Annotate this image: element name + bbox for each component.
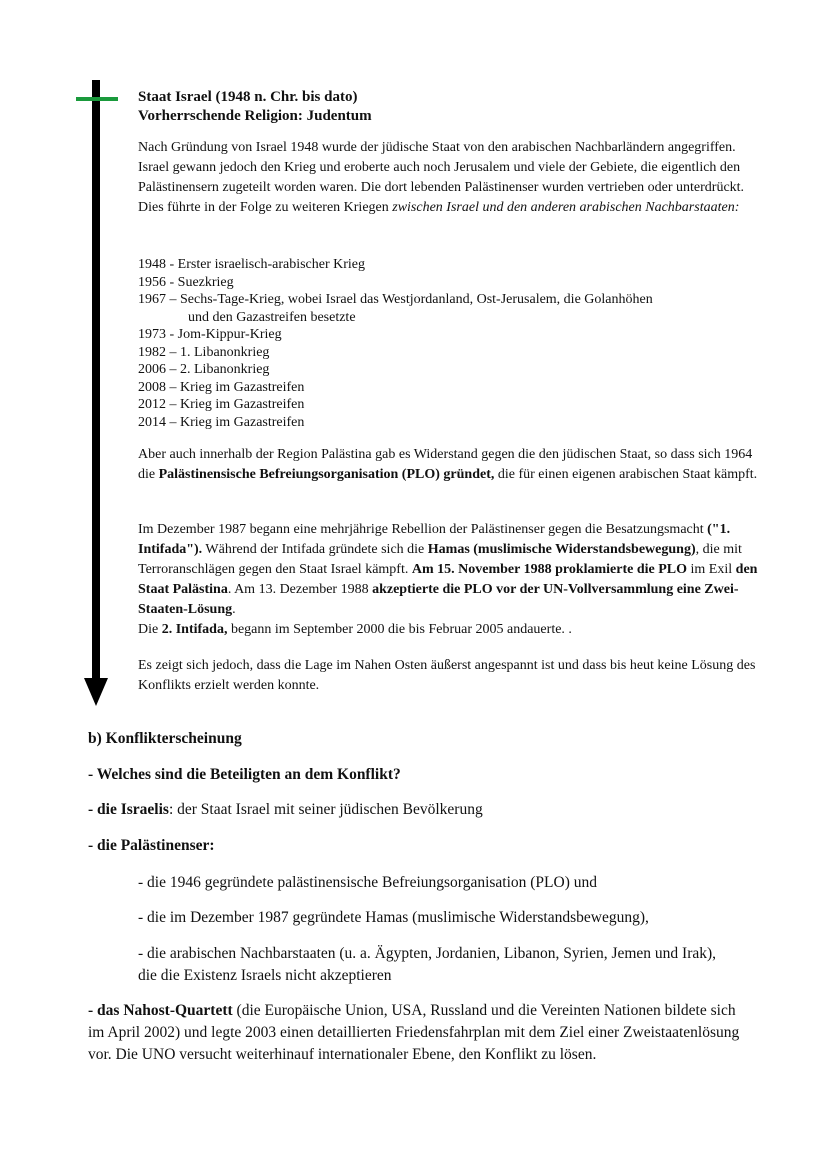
quartett-label: - das Nahost-Quartett (88, 1002, 233, 1019)
timeline-marker (76, 97, 118, 101)
israelis-label: - die Israelis (88, 801, 169, 818)
text-run-bold: den Staat Palästina (138, 562, 758, 597)
conclusion-text: Es zeigt sich jedoch, dass die Lage im Nahen Osten äußerst angespannt ist und dass bis heut keine Lösung des Konflikts erzielt werden konnte. (138, 658, 756, 693)
israelis-text: : der Staat Israel mit seiner jüdischen Bevölkerung (168, 801, 483, 818)
intro-text: Nach Gründung von Israel 1948 wurde der jüdische Staat von den arabischen Nachbarländern angegriffen. Israel gewann jedoch den Krieg und eroberte auch noch Jerusalem und viele der Gebiete, die eigentlich den Palästinensern zugeteilt worden waren. Die dort lebenden Palästinenser wurden vertrieben oder unterdrückt. Dies führte in der Folge zu weiteren Kriegen (138, 140, 745, 215)
text-run: begann im September 2000 die bis Februar 2005 andauerte. . (227, 622, 572, 637)
list-item: 1967 – Sechs-Tage-Krieg, wobei Israel das Westjordanland, Ost-Jerusalem, die Golanhöhen (138, 292, 653, 307)
timeline-line (92, 80, 100, 680)
text-run: Die (138, 622, 162, 637)
quartett-text: (die Europäische Union, USA, Russland und die Vereinten Nationen bildete sich im April 2002) und legte 2003 einen detaillierten Friedensfahrplan mit dem Ziel einer Zweistaatenlösung vor. Die UNO versucht weiterhinauf internationaler Ebene, den Konflikt zu lösen. (88, 1002, 740, 1063)
text-run: Aber auch innerhalb der Region Palästina gab es Widerstand gegen die den jüdischen Staat, so dass sich 1964 die (138, 447, 753, 482)
list-item: 1982 – 1. Libanonkrieg (138, 344, 270, 360)
list-item: 2014 – Krieg im Gazastreifen (138, 414, 305, 430)
text-run-bold: Palästinensische Befreiungsorganisation (PLO) gründet, (158, 467, 495, 482)
list-item-text: - die arabischen Nachbarstaaten (u. a. Ägypten, Jordanien, Libanon, Syrien, Jemen und Irak), die die Existenz Israels nicht akzeptieren (138, 945, 717, 984)
text-run: im Exil (687, 562, 736, 577)
list-item: und den Gazastreifen besetzte (188, 309, 356, 325)
participants-question (88, 764, 748, 786)
intro-italic: zwischen Israel und den anderen arabischen Nachbarstaaten: (392, 200, 740, 215)
religion-line: Vorherrschende Religion: Judentum (138, 108, 372, 124)
intifada-paragraph (138, 520, 758, 640)
list-item (138, 872, 738, 894)
timeline-arrowhead (84, 678, 108, 706)
conclusion-paragraph (138, 656, 758, 696)
text-run: Während der Intifada gründete sich die (202, 542, 428, 557)
text-run-bold: 2. Intifada, (161, 622, 228, 637)
quartett-paragraph (88, 1000, 748, 1066)
section-title: Staat Israel (1948 n. Chr. bis dato) (138, 89, 358, 105)
list-item-text: - die 1946 gegründete palästinensische Befreiungsorganisation (PLO) und (138, 874, 598, 891)
list-item: 1973 - Jom-Kippur-Krieg (138, 327, 282, 342)
heading-text: b) Konflikterscheinung (88, 730, 242, 747)
text-run-bold: Am 15. November 1988 proklamierte die PLO (411, 562, 688, 577)
israelis-line (88, 799, 748, 821)
text-run: . Am 13. Dezember 1988 (227, 582, 373, 597)
text-run-bold: ("1. Intifada"). (138, 522, 731, 557)
list-item: 1956 - Suezkrieg (138, 274, 234, 290)
list-item: 2008 – Krieg im Gazastreifen (138, 379, 305, 395)
question-text: - Welches sind die Beteiligten an dem Konflikt? (88, 766, 401, 783)
list-item-text: - die im Dezember 1987 gegründete Hamas (muslimische Widerstandsbewegung), (138, 909, 649, 926)
list-item: 2006 – 2. Libanonkrieg (138, 362, 270, 377)
war-list (138, 256, 653, 431)
text-run-bold: Hamas (muslimische Widerstandsbewegung) (427, 542, 696, 557)
list-item: 2012 – Krieg im Gazastreifen (138, 397, 305, 412)
section-header (138, 88, 372, 126)
text-run: die für einen eigenen arabischen Staat kämpft. (494, 467, 758, 482)
intro-paragraph (138, 138, 758, 218)
palestinians-label: - die Palästinenser: (88, 837, 215, 854)
text-run: , die mit Terroranschlägen gegen den Staat Israel kämpft. (138, 542, 742, 577)
list-item (138, 943, 738, 987)
list-item: 1948 - Erster israelisch-arabischer Krieg (138, 257, 366, 272)
plo-paragraph (138, 445, 758, 485)
section-b-heading (88, 728, 748, 750)
text-run: . (232, 602, 236, 617)
list-item (138, 907, 738, 929)
text-run: Im Dezember 1987 begann eine mehrjährige Rebellion der Palästinenser gegen die Besatzungsmacht (138, 522, 708, 537)
palestinians-heading (88, 835, 748, 857)
text-run-bold: akzeptierte die PLO vor der UN-Vollversammlung eine Zwei-Staaten-Lösung (138, 582, 739, 617)
